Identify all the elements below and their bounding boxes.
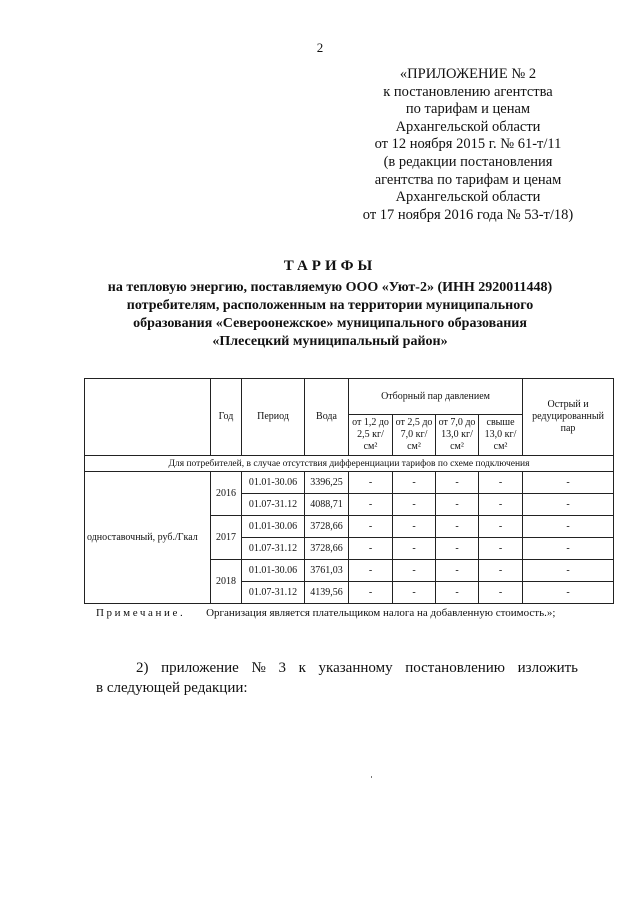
steam-cell: - bbox=[479, 472, 523, 494]
annex-line: к постановлению агентства bbox=[383, 83, 553, 100]
title-line: образования «Североонежское» муниципального образования bbox=[133, 316, 527, 331]
steam-cell: - bbox=[393, 582, 436, 604]
header-steam: Отборный пар давлением bbox=[349, 379, 523, 415]
steam-cell: - bbox=[349, 516, 393, 538]
header-year: Год bbox=[211, 379, 242, 456]
annex-line: агентства по тарифам и ценам bbox=[374, 171, 562, 188]
sharp-cell: - bbox=[523, 494, 614, 516]
paragraph-line: в следующей редакции: bbox=[96, 680, 248, 696]
steam-cell: - bbox=[436, 494, 479, 516]
steam-cell: - bbox=[436, 582, 479, 604]
title-line: «Плесецкий муниципальный район» bbox=[212, 334, 448, 349]
header-water: Вода bbox=[305, 379, 349, 456]
sharp-cell: - bbox=[523, 560, 614, 582]
year-cell: 2016 bbox=[211, 472, 242, 516]
water-cell: 3728,66 bbox=[305, 538, 349, 560]
steam-cell: - bbox=[479, 516, 523, 538]
table-row bbox=[85, 472, 614, 494]
row-label: одноставочный, руб./Гкал bbox=[85, 472, 211, 604]
annex-header bbox=[318, 66, 618, 224]
paragraph-word: указанному bbox=[318, 660, 393, 676]
annex-line: Архангельской области bbox=[395, 189, 541, 206]
steam-cell: - bbox=[436, 538, 479, 560]
header-sharp-steam: Острый и редуцированный пар bbox=[523, 379, 614, 456]
title-line: потребителям, расположенным на территории муниципального bbox=[126, 298, 534, 313]
steam-cell: - bbox=[479, 560, 523, 582]
steam-cell: - bbox=[436, 472, 479, 494]
sharp-cell: - bbox=[523, 472, 614, 494]
title-line: на тепловую энергию, поставляемую ООО «Уют-2» (ИНН 2920011448) bbox=[107, 280, 553, 295]
amendment-paragraph bbox=[96, 658, 578, 698]
annex-line: от 17 ноября 2016 года № 53-т/18) bbox=[362, 206, 574, 223]
steam-cell: - bbox=[393, 472, 436, 494]
annex-line: по тарифам и ценам bbox=[405, 101, 531, 118]
note-text: Организация является плательщиком налога на добавленную стоимость.»; bbox=[206, 607, 556, 619]
period-cell: 01.01-30.06 bbox=[242, 516, 305, 538]
paragraph-word: № bbox=[251, 660, 266, 676]
period-cell: 01.01-30.06 bbox=[242, 560, 305, 582]
period-cell: 01.07-31.12 bbox=[242, 538, 305, 560]
period-cell: 01.07-31.12 bbox=[242, 494, 305, 516]
steam-cell: - bbox=[349, 472, 393, 494]
period-cell: 01.01-30.06 bbox=[242, 472, 305, 494]
year-cell: 2017 bbox=[211, 516, 242, 560]
note-label: Примечание. bbox=[96, 607, 186, 619]
steam-cell: - bbox=[393, 516, 436, 538]
water-cell: 3728,66 bbox=[305, 516, 349, 538]
header-steam-range: от 7,0 до 13,0 кг/см² bbox=[436, 415, 479, 456]
annex-line: «ПРИЛОЖЕНИЕ № 2 bbox=[399, 66, 537, 82]
sharp-cell: - bbox=[523, 538, 614, 560]
header-steam-range: от 2,5 до 7,0 кг/см² bbox=[393, 415, 436, 456]
span-note: Для потребителей, в случае отсутствия дифференциации тарифов по схеме подключения bbox=[85, 456, 614, 472]
water-cell: 3396,25 bbox=[305, 472, 349, 494]
steam-cell: - bbox=[349, 538, 393, 560]
steam-cell: - bbox=[393, 560, 436, 582]
paragraph-word: 3 bbox=[278, 660, 286, 676]
steam-cell: - bbox=[479, 494, 523, 516]
sharp-cell: - bbox=[523, 516, 614, 538]
header-empty bbox=[85, 379, 211, 456]
paragraph-word: 2) bbox=[136, 660, 149, 676]
header-steam-range: от 1,2 до 2,5 кг/см² bbox=[349, 415, 393, 456]
title-main: ТАРИФЫ bbox=[283, 258, 377, 274]
steam-cell: - bbox=[393, 494, 436, 516]
water-cell: 4088,71 bbox=[305, 494, 349, 516]
water-cell: 4139,56 bbox=[305, 582, 349, 604]
steam-cell: - bbox=[436, 560, 479, 582]
steam-cell: - bbox=[436, 516, 479, 538]
steam-cell: - bbox=[479, 582, 523, 604]
period-cell: 01.07-31.12 bbox=[242, 582, 305, 604]
steam-cell: - bbox=[349, 582, 393, 604]
annex-line: от 12 ноября 2015 г. № 61-т/11 bbox=[374, 136, 562, 153]
steam-cell: - bbox=[479, 538, 523, 560]
page-number: 2 bbox=[316, 40, 324, 55]
document-title bbox=[80, 258, 580, 351]
annex-line: (в редакции постановления bbox=[383, 153, 553, 170]
paragraph-word: постановлению bbox=[405, 660, 505, 676]
steam-cell: - bbox=[349, 560, 393, 582]
tariff-table bbox=[84, 378, 614, 604]
steam-cell: - bbox=[393, 538, 436, 560]
note bbox=[96, 607, 555, 619]
annex-line: Архангельской области bbox=[395, 118, 541, 135]
scan-speck bbox=[371, 776, 372, 778]
paragraph-word: изложить bbox=[517, 660, 578, 676]
header-period: Период bbox=[242, 379, 305, 456]
paragraph-word: к bbox=[298, 660, 306, 676]
steam-cell: - bbox=[349, 494, 393, 516]
paragraph-word: приложение bbox=[161, 660, 239, 676]
year-cell: 2018 bbox=[211, 560, 242, 604]
sharp-cell: - bbox=[523, 582, 614, 604]
water-cell: 3761,03 bbox=[305, 560, 349, 582]
paragraph-line bbox=[96, 658, 578, 678]
header-steam-range: свыше 13,0 кг/см² bbox=[479, 415, 523, 456]
